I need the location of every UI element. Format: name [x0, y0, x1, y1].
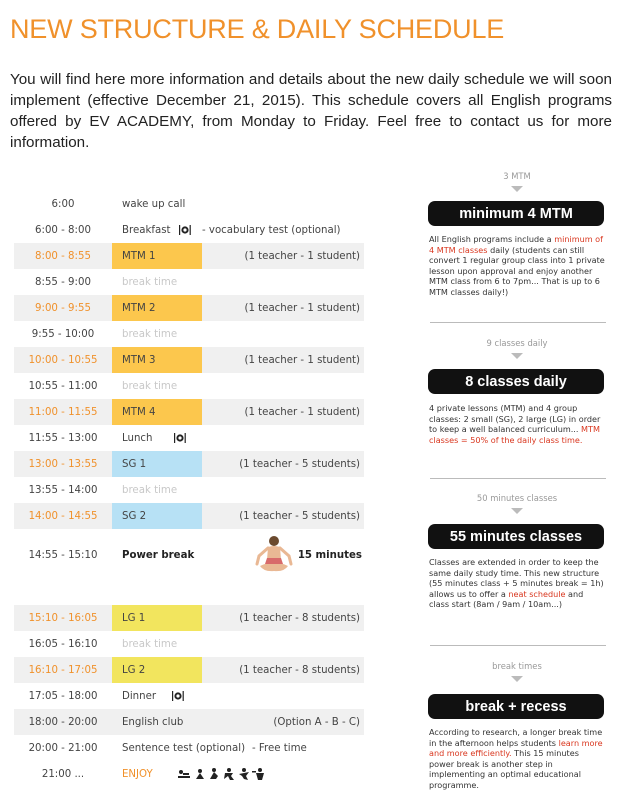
schedule-row: [14, 761, 364, 787]
row-detail: (1 teacher - 1 student): [244, 354, 360, 366]
row-time: 10:55 - 11:00: [28, 380, 98, 392]
row-activity-label: Breakfast: [122, 224, 171, 236]
down-arrow-icon: [511, 676, 523, 682]
schedule-row: [14, 425, 364, 451]
row-detail: (1 teacher - 1 student): [244, 406, 360, 418]
row-time: 9:55 - 10:00: [31, 328, 95, 340]
row-time: 16:10 - 17:05: [28, 664, 98, 676]
schedule-row: [14, 503, 364, 529]
row-time: 8:55 - 9:00: [35, 276, 91, 288]
row-detail: (1 teacher - 5 students): [239, 510, 360, 522]
schedule-row: [14, 243, 364, 269]
row-activity: break time: [122, 380, 178, 392]
schedule-row: [14, 605, 364, 631]
row-activity: LG 2: [112, 657, 202, 683]
row-time: 11:55 - 13:00: [28, 432, 98, 444]
row-detail: (1 teacher - 1 student): [244, 302, 360, 314]
schedule-row: [14, 683, 364, 709]
row-activity: Sentence test (optional): [122, 742, 246, 754]
row-detail: (1 teacher - 8 students): [239, 612, 360, 624]
sidebar-heading: 8 classes daily: [428, 369, 604, 394]
row-activity: MTM 4: [112, 399, 202, 425]
row-activity: ENJOY: [122, 768, 153, 780]
sidebar-divider: [430, 322, 606, 323]
row-time: 14:00 - 14:55: [28, 510, 98, 522]
schedule-row: [14, 631, 364, 657]
schedule-row: [14, 191, 364, 217]
row-note: - vocabulary test (optional): [202, 224, 341, 236]
row-activity: break time: [122, 484, 178, 496]
down-arrow-icon: [511, 186, 523, 192]
row-time: 13:55 - 14:00: [28, 484, 98, 496]
row-activity: SG 2: [112, 503, 202, 529]
meditation-figure-icon: [254, 534, 294, 576]
row-time: 11:00 - 11:55: [28, 406, 98, 418]
sidebar-heading: break + recess: [428, 694, 604, 719]
schedule-row: [14, 269, 364, 295]
row-activity: wake up call: [122, 198, 186, 210]
row-time: 17:05 - 18:00: [28, 690, 98, 702]
schedule-row: [14, 295, 364, 321]
row-activity: MTM 2: [112, 295, 202, 321]
sidebar-caption: 50 minutes classes: [476, 493, 558, 503]
row-time: 14:55 - 15:10: [28, 549, 98, 561]
row-activity: break time: [122, 328, 178, 340]
row-time: 10:00 - 10:55: [28, 354, 98, 366]
schedule-row: [14, 347, 364, 373]
schedule-row: [14, 735, 364, 761]
row-time: 21:00 ...: [41, 768, 85, 780]
row-time: 9:00 - 9:55: [35, 302, 91, 314]
row-time: 6:00 - 8:00: [35, 224, 91, 236]
row-note: - Free time: [252, 742, 307, 754]
row-activity: MTM 3: [112, 347, 202, 373]
schedule-row: [14, 529, 364, 581]
row-activity: MTM 1: [112, 243, 202, 269]
meal-icon: [179, 225, 191, 235]
row-time: 15:10 - 16:05: [28, 612, 98, 624]
meal-icon: [172, 691, 184, 701]
meal-icon: [174, 433, 186, 443]
schedule-row: [14, 217, 364, 243]
row-time: 13:00 - 13:55: [28, 458, 98, 470]
row-activity: LG 1: [112, 605, 202, 631]
row-detail: 15 minutes: [297, 549, 362, 561]
row-activity: [112, 217, 202, 243]
schedule-row: [14, 451, 364, 477]
row-time: 18:00 - 20:00: [28, 716, 98, 728]
schedule-row: [14, 399, 364, 425]
row-activity: break time: [122, 638, 178, 650]
activity-icons: [176, 767, 286, 781]
row-activity: Power break: [122, 549, 195, 561]
row-activity-label: Lunch: [122, 432, 153, 444]
sidebar-heading: minimum 4 MTM: [428, 201, 604, 226]
row-time: 8:00 - 8:55: [35, 250, 91, 262]
page-title: NEW STRUCTURE & DAILY SCHEDULE: [10, 14, 505, 44]
sidebar-description: Classes are extended in order to keep the same daily study time. This new structure (55 minutes class + 5 minutes break = 1h) allows us to offer a neat schedule and class start (8am / 9am / 10am...): [429, 557, 604, 610]
row-activity: [112, 425, 242, 451]
schedule-row: [14, 321, 364, 347]
sidebar-caption: 9 classes daily: [486, 338, 548, 348]
row-activity: break time: [122, 276, 178, 288]
row-detail: (1 teacher - 5 students): [239, 458, 360, 470]
sidebar-divider: [430, 478, 606, 479]
sidebar-description: All English programs include a minimum of 4 MTM classes daily (students can still convert 1 regular group class into 1 private lesson upon approval and enjoy another MTM class from 6 to 7pm... That is up to 6 MTM classes daily!): [429, 234, 605, 297]
schedule-row: [14, 373, 364, 399]
row-activity: [112, 683, 242, 709]
sidebar-heading: 55 minutes classes: [428, 524, 604, 549]
down-arrow-icon: [511, 353, 523, 359]
sidebar-divider: [430, 645, 606, 646]
schedule-row: [14, 709, 364, 735]
row-time: 20:00 - 21:00: [28, 742, 98, 754]
row-time: 16:05 - 16:10: [28, 638, 98, 650]
sidebar-description: According to research, a longer break time in the afternoon helps students learn more and more efficiently. This 15 minutes power break is another step in implementing an optimal educational programme.: [429, 727, 603, 790]
row-activity: SG 1: [112, 451, 202, 477]
intro-paragraph: You will find here more information and details about the new daily schedule we will soon implement (effective December 21, 2015). This schedule covers all English programs offered by EV ACADEMY, from Monday to Friday. Feel free to contact us for more information.: [10, 71, 612, 151]
schedule-row: [14, 477, 364, 503]
schedule-row: [14, 657, 364, 683]
row-detail: (1 teacher - 8 students): [239, 664, 360, 676]
down-arrow-icon: [511, 508, 523, 514]
sidebar-description: 4 private lessons (MTM) and 4 group classes: 2 small (SG), 2 large (LG) in order to keep a well balanced curriculum... MTM classes = 50% of the daily class time.: [429, 403, 601, 445]
row-detail: (1 teacher - 1 student): [244, 250, 360, 262]
row-detail: (Option A - B - C): [273, 716, 360, 728]
row-time: 6:00: [51, 198, 75, 210]
sidebar-caption: break times: [492, 661, 542, 671]
sidebar-caption: 3 MTM: [503, 171, 531, 181]
row-activity: English club: [122, 716, 184, 728]
row-activity-label: Dinner: [122, 690, 157, 702]
